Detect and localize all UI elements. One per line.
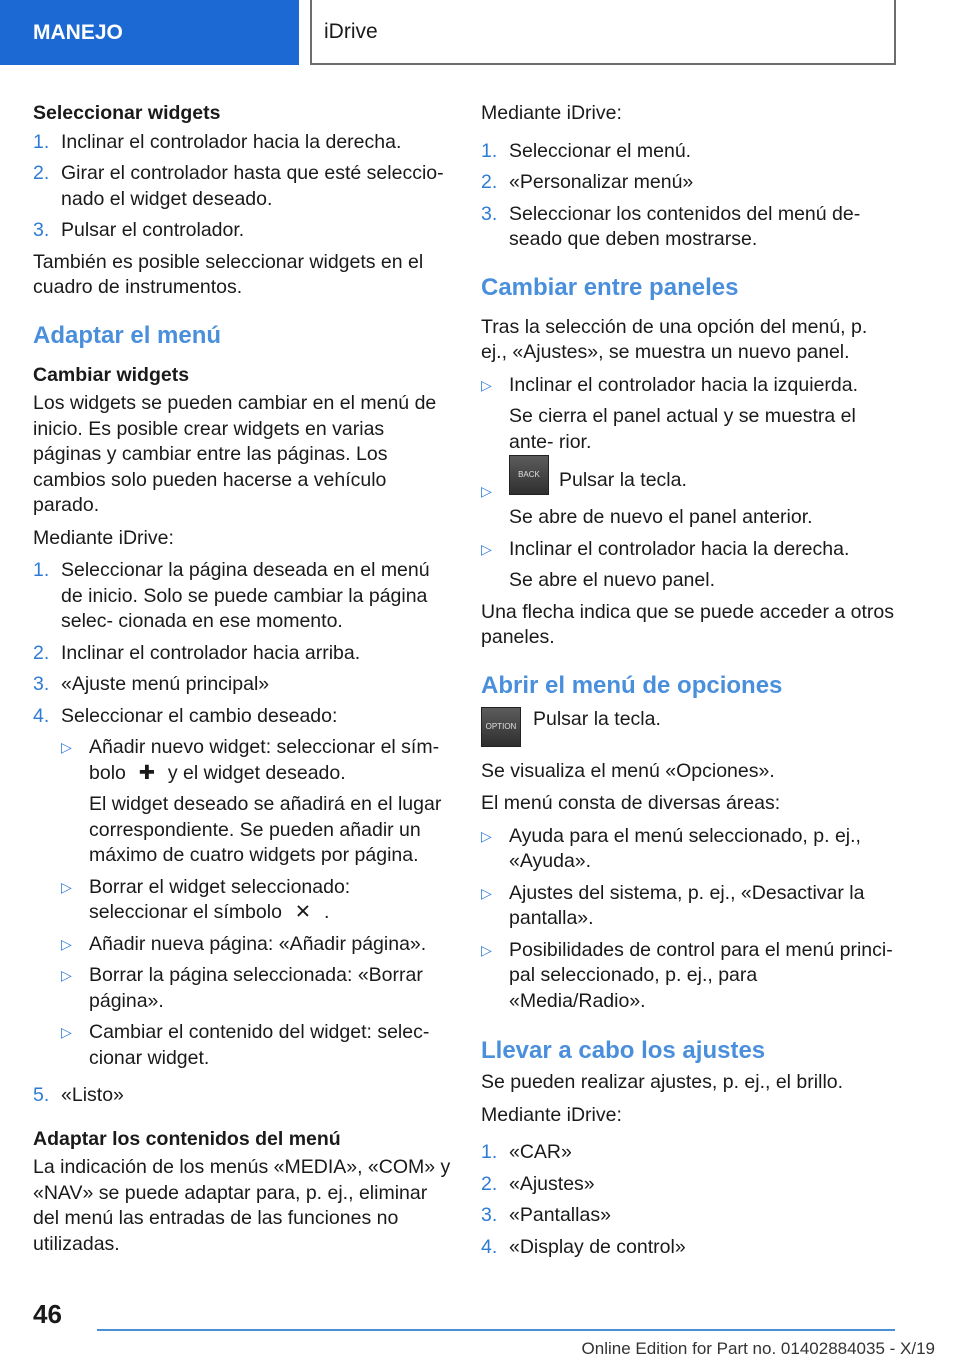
change-steps-list xyxy=(33,558,451,1109)
arrow-note: Una flecha indica que se puede acceder a otros paneles. xyxy=(481,600,895,648)
plus-icon: ✚ xyxy=(138,761,156,784)
panels-text: Tras la selección de una opción del menú, p. ej., «Ajustes», se muestra un nuevo panel. xyxy=(481,315,868,363)
option-key-icon: OPTION xyxy=(481,707,521,747)
list-item: ▷ BACK Pulsar la tecla. Se abre de nuevo el panel anterior. xyxy=(481,461,897,531)
heading-settings: Llevar a cabo los ajustes xyxy=(481,1037,766,1064)
list-item: 3. Pulsar el controlador. xyxy=(33,219,245,241)
list-item: ▷ Cambiar el contenido del widget: selec‐ cionar widget. xyxy=(61,1020,451,1071)
triangle-bullet-icon: ▷ xyxy=(61,967,72,983)
header-section xyxy=(0,0,299,65)
change-substeps xyxy=(61,735,451,1071)
list-item: 3. Seleccionar los contenidos del menú de‐ seado que deben mostrarse. xyxy=(481,202,861,250)
list-item: ▷ Borrar el widget seleccionado: seleccionar el símbolo ✕ . xyxy=(61,875,451,926)
list-item: 2. «Personalizar menú» xyxy=(481,171,694,193)
options-areas: El menú consta de diversas áreas: xyxy=(481,792,781,814)
option-press-text: Pulsar la tecla. xyxy=(533,707,661,730)
list-item: 2. «Ajustes» xyxy=(481,1172,595,1195)
list-item: 1. «CAR» xyxy=(481,1141,572,1163)
menu-steps-list xyxy=(481,139,897,253)
footer-divider xyxy=(97,1329,895,1331)
select-steps-list xyxy=(33,130,451,244)
triangle-bullet-icon: ▷ xyxy=(481,941,492,958)
list-item: ▷ Ajustes del sistema, p. ej., «Desactivar la pantalla». xyxy=(481,881,897,932)
list-item: ▷ Añadir nuevo widget: seleccionar el sím‐ bolo ✚ y el widget deseado. El widget deseado se añadirá en el lugar correspondiente. Se pueden añadir un máximo de cuatro widgets por página. xyxy=(61,735,451,869)
panel-items-list xyxy=(481,373,897,594)
back-key-icon: BACK xyxy=(509,455,549,495)
select-note: También es posible seleccionar widgets en el cuadro de instrumentos. xyxy=(33,250,424,298)
list-item: ▷ Ayuda para el menú seleccionado, p. ej., «Ayuda». xyxy=(481,824,897,875)
header-chapter xyxy=(311,0,896,65)
via-idrive: Mediante iDrive: xyxy=(33,526,174,549)
triangle-bullet-icon: ▷ xyxy=(481,540,492,557)
change-text: Los widgets se pueden cambiar en el menú de inicio. Es posible crear widgets en varias páginas y cambiar entre las páginas. Los cambios solo pueden hacerse a vehículo parado. xyxy=(33,392,437,516)
page-number: 46 xyxy=(33,1299,62,1329)
list-item: 2. Inclinar el controlador hacia arriba. xyxy=(33,641,361,664)
settings-steps-list xyxy=(481,1140,897,1260)
option-items-list xyxy=(481,824,897,1015)
triangle-bullet-icon: ▷ xyxy=(481,376,492,393)
list-item: ▷ Borrar la página seleccionada: «Borrar página». xyxy=(61,963,451,1014)
list-item: ▷ Añadir nueva página: «Añadir página». xyxy=(61,932,451,958)
list-item: 4. «Display de control» xyxy=(481,1235,686,1258)
list-item: 4. Seleccionar el cambio deseado: ▷ Añadir nuevo widget: seleccionar el sím‐ bolo ✚ y el widget deseado. El widget deseado se añadirá en el lugar correspondiente. Se pueden añadir un máximo de cuatro widgets por página. ▷ Borrar el widget seleccionado: seleccionar el símbolo ✕ . ▷ Añadir nueva página: «Añadir página». ▷ Borrar la página seleccionada: «Borrar página». ▷ Cambiar el contenido del widget: selec‐ cionar widget. xyxy=(33,704,451,1078)
list-item: 2. Girar el controlador hasta que esté seleccio‐ nado el widget deseado. xyxy=(33,162,444,210)
close-icon: ✕ xyxy=(294,901,312,923)
footer-edition: Online Edition for Part no. 01402884035 - X/19 xyxy=(581,1339,935,1358)
chapter-title: iDrive xyxy=(324,19,378,43)
list-item: ▷ Inclinar el controlador hacia la izquierda. Se cierra el panel actual y se muestra el ante‐ rior. xyxy=(481,373,897,456)
settings-text: Se pueden realizar ajustes, p. ej., el brillo. xyxy=(481,1071,844,1093)
triangle-bullet-icon: ▷ xyxy=(61,1024,72,1040)
section-title: MANEJO xyxy=(33,20,123,44)
list-item: 1. Seleccionar la página deseada en el menú de inicio. Solo se puede cambiar la página selec‐ cionada en ese momento. xyxy=(33,559,430,632)
triangle-bullet-icon: ▷ xyxy=(61,739,72,755)
add-widget-note: El widget deseado se añadirá en el lugar correspondiente. Se pueden añadir un máximo de cuatro widgets por página. xyxy=(89,793,442,866)
contents-text: La indicación de los menús «MEDIA», «COM» y «NAV» se puede adaptar para, p. ej., eliminar del menú las entradas de las funciones no utilizadas. xyxy=(33,1156,451,1255)
right-column xyxy=(481,101,897,1266)
option-press-row xyxy=(481,707,897,747)
list-item: ▷ Inclinar el controlador hacia la derecha. Se abre el nuevo panel. xyxy=(481,537,897,594)
heading-adapt-contents: Adaptar los contenidos del menú xyxy=(33,1127,341,1150)
triangle-bullet-icon: ▷ xyxy=(61,878,72,895)
heading-adapt-menu: Adaptar el menú xyxy=(33,321,222,349)
list-item: 1. Seleccionar el menú. xyxy=(481,139,692,162)
settings-via: Mediante iDrive: xyxy=(481,1103,622,1126)
triangle-bullet-icon: ▷ xyxy=(481,483,492,499)
triangle-bullet-icon: ▷ xyxy=(481,884,492,901)
heading-select-widgets: Seleccionar widgets xyxy=(33,102,221,124)
heading-switch-panels: Cambiar entre paneles xyxy=(481,273,739,301)
options-shown: Se visualiza el menú «Opciones». xyxy=(481,759,775,782)
list-item: 5. «Listo» xyxy=(33,1084,124,1106)
via-idrive: Mediante iDrive: xyxy=(481,102,622,124)
heading-options-menu: Abrir el menú de opciones xyxy=(481,671,783,699)
list-item: ▷ Posibilidades de control para el menú princi‐ pal seleccionado, p. ej., para «Media/Radio». xyxy=(481,938,897,1015)
triangle-bullet-icon: ▷ xyxy=(61,935,72,952)
list-item: 3. «Ajuste menú principal» xyxy=(33,673,270,695)
list-item: 3. «Pantallas» xyxy=(481,1204,611,1226)
left-column xyxy=(33,101,451,1264)
list-item: 1. Inclinar el controlador hacia la derecha. xyxy=(33,130,402,153)
heading-change-widgets: Cambiar widgets xyxy=(33,363,190,386)
triangle-bullet-icon: ▷ xyxy=(481,827,492,844)
